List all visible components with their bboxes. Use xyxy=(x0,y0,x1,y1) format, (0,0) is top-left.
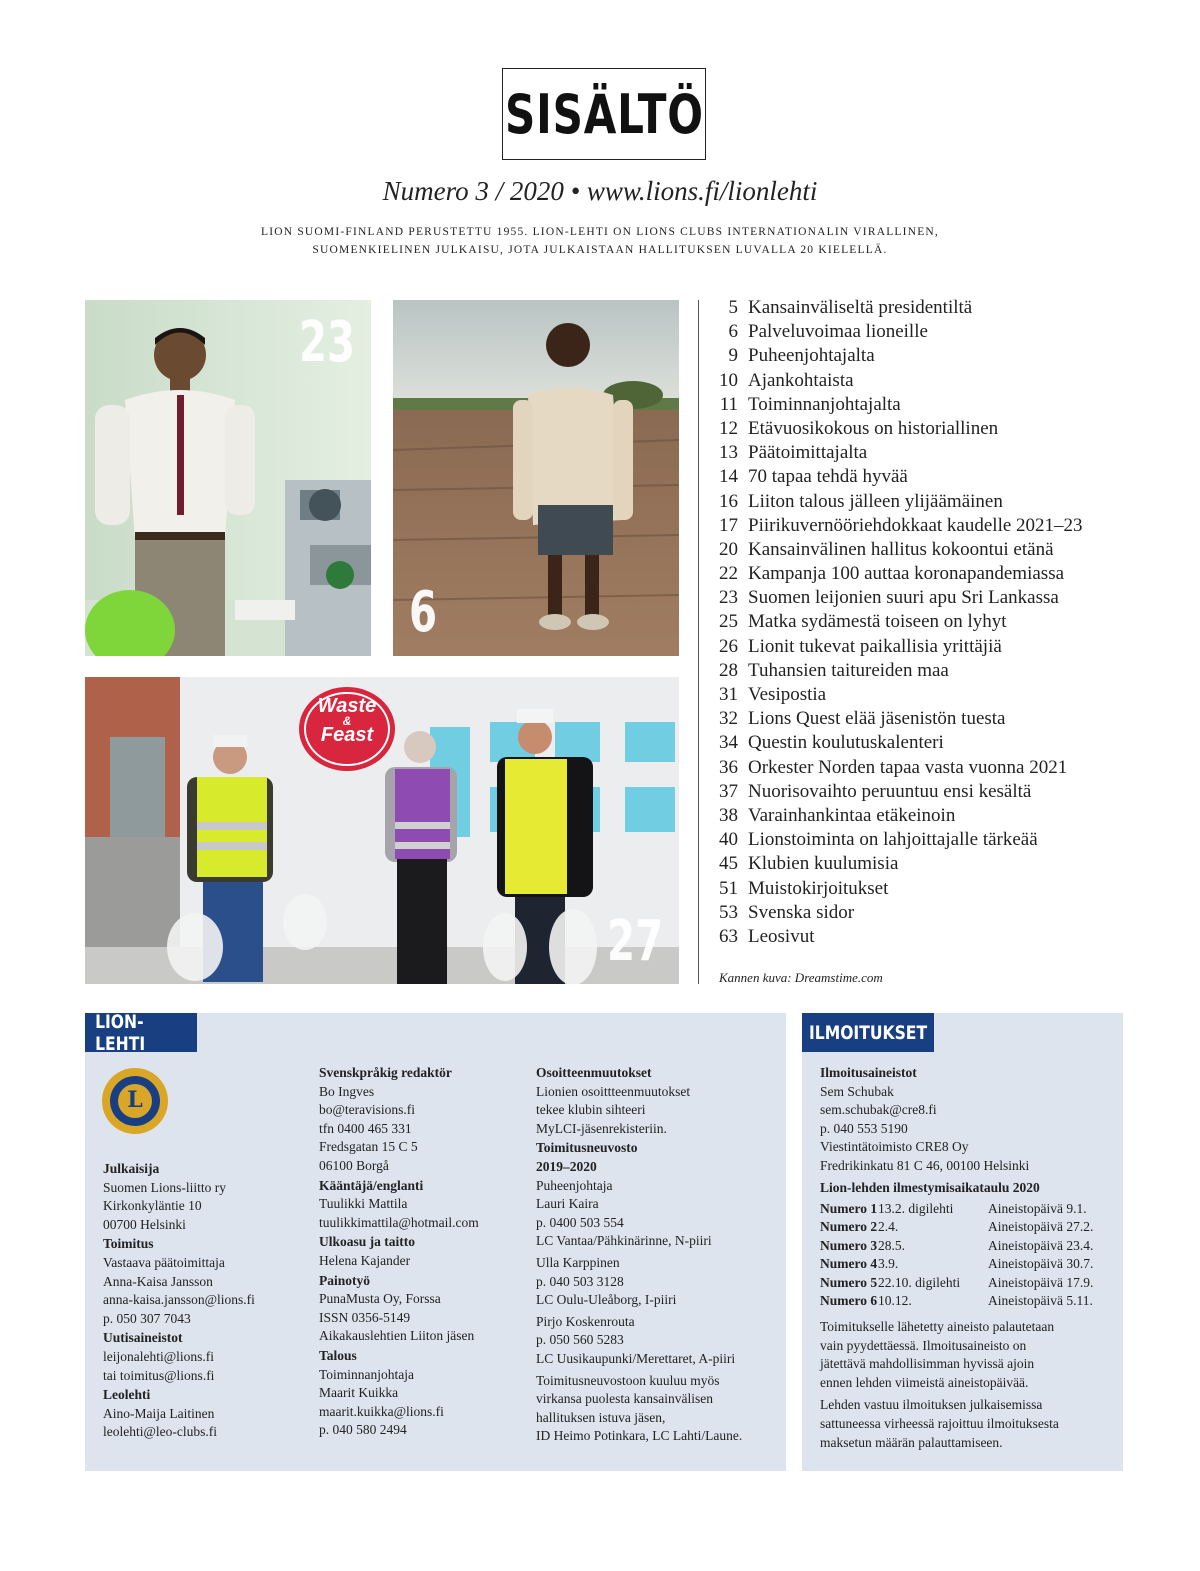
toc-entry xyxy=(708,345,1083,369)
toc-entry xyxy=(708,611,1083,635)
schedule-row xyxy=(820,1292,1093,1310)
credits-heading: Uutisaineistot xyxy=(103,1330,183,1346)
credits-line: Maarit Kuikka xyxy=(319,1385,399,1401)
credits-heading: Julkaisija xyxy=(103,1161,160,1176)
toc-page-number: 11 xyxy=(719,393,738,415)
schedule-issue: Numero 4 xyxy=(820,1256,878,1272)
toc-title: Etävuosikokous on historiallinen xyxy=(748,417,999,439)
credits-line: Suomen Lions-liitto ry xyxy=(103,1179,226,1195)
toc-page-number: 37 xyxy=(719,780,738,802)
credits-block xyxy=(536,1254,742,1310)
toc-entry xyxy=(708,539,1083,563)
schedule-date: 13.2. digilehti xyxy=(878,1201,954,1216)
schedule-issue: Numero 5 xyxy=(820,1274,878,1290)
toc-page-number: 12 xyxy=(719,417,738,439)
credits-line: Aikakauslehtien Liiton jäsen xyxy=(319,1328,475,1344)
toc-entry xyxy=(708,587,1083,611)
lion-panel-column-2 xyxy=(319,1064,479,1441)
credits-line: Pirjo Koskenrouta xyxy=(536,1313,635,1329)
schedule-date: 28.5. xyxy=(878,1237,905,1253)
lions-logo-bottom-text: INTERNATIONAL xyxy=(117,1125,153,1130)
toc-page-number: 32 xyxy=(719,708,738,730)
credits-heading: Toimitus xyxy=(103,1236,154,1252)
toc-title: Kansainväliseltä presidentiltä xyxy=(748,297,973,318)
lion-lehti-tab-label: LION-LEHTI xyxy=(95,1010,146,1055)
credits-block xyxy=(536,1064,742,1138)
schedule-deadline: Aineistopäivä 27.2. xyxy=(988,1219,1094,1235)
ads-note-line: vain pyydettäessä. Ilmoitusaineisto on xyxy=(820,1337,1027,1353)
toc-page-number: 14 xyxy=(719,466,738,488)
toc-entry xyxy=(708,732,1083,756)
toc-page-number: 5 xyxy=(728,297,738,318)
toc-title: Questin koulutuskalenteri xyxy=(748,732,944,754)
ilmoitukset-tab xyxy=(802,1013,934,1052)
toc-title: Leosivut xyxy=(748,925,815,947)
credits-block xyxy=(103,1329,255,1385)
toc-entry xyxy=(708,853,1083,877)
credits-line: Vastaava päätoimittaja xyxy=(103,1254,225,1270)
sign-word-waste: Waste xyxy=(317,695,377,717)
credits-block xyxy=(103,1386,255,1442)
credits-block xyxy=(319,1347,479,1440)
toc-title: Liiton talous jälleen ylijäämäinen xyxy=(748,490,1003,512)
photo-page-number: 23 xyxy=(299,310,356,375)
page-title-box xyxy=(502,68,706,160)
ilmoitukset-tab-label: ILMOITUKSET xyxy=(808,1021,928,1044)
credits-block xyxy=(536,1139,742,1251)
ads-note-line: ennen lehden viimeistä aineistopäivää. xyxy=(820,1374,1029,1390)
waste-feast-sign xyxy=(307,697,387,745)
schedule-issue: Numero 3 xyxy=(820,1237,878,1253)
toc-title: Matka sydämestä toiseen on lyhyt xyxy=(748,611,1007,633)
toc-title: Vesipostia xyxy=(748,684,827,705)
ads-contact-line: p. 040 553 5190 xyxy=(820,1120,908,1136)
toc-entry xyxy=(708,394,1083,418)
intro-text xyxy=(0,223,1200,259)
schedule-issue: Numero 1 xyxy=(820,1201,878,1216)
credits-line: Kirkonkyläntie 10 xyxy=(103,1198,202,1214)
schedule-date: 10.12. xyxy=(878,1293,912,1309)
toc-entry xyxy=(708,418,1083,442)
toc-page-number: 16 xyxy=(719,490,738,512)
toc-title: Svenska sidor xyxy=(748,901,855,923)
page-title: SISÄLTÖ xyxy=(504,82,704,146)
credits-line: virkansa puolesta kansainvälisen xyxy=(536,1391,713,1407)
credits-line: Helena Kajander xyxy=(319,1252,411,1268)
toc-title: Puheenjohtajalta xyxy=(748,345,875,367)
toc-entry xyxy=(708,926,1083,950)
toc-entry xyxy=(708,684,1083,708)
credits-line: Aino-Maija Laitinen xyxy=(103,1405,215,1421)
toc-page-number: 34 xyxy=(719,732,738,754)
credits-line: Toimitusneuvostoon kuuluu myös xyxy=(536,1372,720,1388)
credits-line: p. 040 580 2494 xyxy=(319,1422,407,1438)
toc-page-number: 13 xyxy=(719,442,738,464)
toc-page-number: 23 xyxy=(719,587,738,609)
schedule-date: 3.9. xyxy=(878,1256,899,1272)
toc-page-number: 17 xyxy=(719,514,738,536)
credits-line: bo@teravisions.fi xyxy=(319,1102,416,1118)
toc-title: Muistokirjoitukset xyxy=(748,877,889,899)
toc-title: Päätoimittajalta xyxy=(748,442,868,464)
table-of-contents xyxy=(708,297,1083,950)
credits-line: maarit.kuikka@lions.fi xyxy=(319,1403,444,1419)
schedule-deadline: Aineistopäivä 5.11. xyxy=(988,1293,1093,1309)
toc-entry xyxy=(708,491,1083,515)
lions-logo xyxy=(101,1067,169,1135)
credits-line: Ulla Karppinen xyxy=(536,1254,620,1270)
toc-entry xyxy=(708,805,1083,829)
schedule-deadline: Aineistopäivä 9.1. xyxy=(988,1201,1087,1216)
toc-entry xyxy=(708,466,1083,490)
schedule-row xyxy=(820,1237,1093,1255)
toc-page-number: 40 xyxy=(719,829,738,851)
credits-heading: Ulkoasu ja taitto xyxy=(319,1234,416,1250)
schedule-issue: Numero 6 xyxy=(820,1293,878,1309)
toc-entry xyxy=(708,563,1083,587)
ads-note-line: sattuneessa virheessä rajoittuu ilmoituksesta xyxy=(820,1415,1059,1431)
schedule-deadline: Aineistopäivä 30.7. xyxy=(988,1256,1094,1272)
toc-title: Orkester Norden tapaa vasta vuonna 2021 xyxy=(748,756,1068,778)
toc-page-number: 10 xyxy=(719,369,738,391)
toc-title: Lionit tukevat paikallisia yrittäjiä xyxy=(748,635,1002,657)
credits-line: Toiminnanjohtaja xyxy=(319,1366,415,1382)
credits-line: tai toimitus@lions.fi xyxy=(103,1367,215,1383)
toc-title: Ajankohtaista xyxy=(748,369,854,391)
toc-page-number: 9 xyxy=(728,345,738,367)
credits-block xyxy=(103,1235,255,1328)
schedule-date: 2.4. xyxy=(878,1219,899,1235)
sign-ampersand: & xyxy=(342,714,352,728)
credits-line: p. 050 560 5283 xyxy=(536,1332,624,1348)
credits-line: tekee klubin sihteeri xyxy=(536,1102,646,1118)
schedule-issue: Numero 2 xyxy=(820,1219,878,1235)
toc-title: Toiminnanjohtajalta xyxy=(748,393,901,415)
toc-title: Kansainvälinen hallitus kokoontui etänä xyxy=(748,538,1054,560)
toc-page-number: 31 xyxy=(719,684,738,705)
ads-note-line: jätettävä mahdollisimman hyvissä ajoin xyxy=(820,1356,1035,1372)
toc-page-number: 51 xyxy=(719,877,738,899)
schedule-deadline: Aineistopäivä 23.4. xyxy=(988,1237,1094,1253)
photo-child-field xyxy=(393,300,679,656)
credits-line: Lionien osoittteenmuutokset xyxy=(536,1083,691,1099)
toc-page-number: 63 xyxy=(719,925,738,947)
schedule-row xyxy=(820,1255,1093,1273)
credits-line: ID Heimo Potinkara, LC Lahti/Laune. xyxy=(536,1428,743,1444)
credits-line: LC Oulu-Uleåborg, I-piiri xyxy=(536,1292,677,1308)
lions-logo-top-text: LIONS xyxy=(124,1069,146,1076)
toc-entry xyxy=(708,370,1083,394)
credits-line: Tuulikki Mattila xyxy=(319,1196,408,1212)
ads-contact-line: Viestintätoimisto CRE8 Oy xyxy=(820,1139,969,1155)
toc-title: Lionstoiminta on lahjoittajalle tärkeää xyxy=(748,829,1038,851)
credits-line: Anna-Kaisa Jansson xyxy=(103,1273,213,1289)
credits-line: tuulikkimattila@hotmail.com xyxy=(319,1214,479,1230)
toc-entry xyxy=(708,515,1083,539)
credits-line: Bo Ingves xyxy=(319,1083,375,1099)
credits-heading: Leolehti xyxy=(103,1387,151,1403)
sign-word-feast: Feast xyxy=(320,724,374,746)
toc-page-number: 28 xyxy=(719,659,738,681)
schedule-row xyxy=(820,1274,1093,1292)
toc-title: Varainhankintaa etäkeinoin xyxy=(748,804,956,826)
credits-line: leolehti@leo-clubs.fi xyxy=(103,1424,218,1440)
schedule-row xyxy=(820,1200,1093,1218)
toc-entry xyxy=(708,829,1083,853)
toc-page-number: 20 xyxy=(719,538,738,560)
credits-heading: Painotyö xyxy=(319,1272,371,1288)
toc-page-number: 36 xyxy=(719,756,738,778)
credits-line: p. 0400 503 554 xyxy=(536,1214,624,1230)
schedule-date: 22.10. digilehti xyxy=(878,1274,961,1290)
toc-page-number: 6 xyxy=(728,321,738,343)
lion-lehti-tab xyxy=(85,1010,197,1055)
schedule-row xyxy=(820,1218,1093,1236)
lions-logo-letter: L xyxy=(127,1087,143,1113)
credits-line: Puheenjohtaja xyxy=(536,1177,613,1193)
credits-line: tfn 0400 465 331 xyxy=(319,1120,412,1136)
toc-entry xyxy=(708,781,1083,805)
toc-title: Piirikuvernööriehdokkaat kaudelle 2021–23 xyxy=(748,514,1083,536)
toc-title: 70 tapaa tehdä hyvää xyxy=(748,466,908,488)
ads-contact-heading: Ilmoitusaineistot xyxy=(820,1065,917,1080)
toc-page-number: 22 xyxy=(719,563,738,585)
toc-page-number: 25 xyxy=(719,611,738,633)
issue-line: Numero 3 / 2020 • www.lions.fi/lionlehti xyxy=(382,176,818,206)
photo-waste-feast-volunteers xyxy=(85,677,679,984)
intro-line-2: SUOMENKIELINEN JULKAISU, JOTA JULKAISTAAN HALLITUKSEN LUVALLA 20 KIELELLÄ. xyxy=(312,244,888,256)
photo-page-number: 6 xyxy=(409,580,438,645)
ads-note-line: maksetun määrän palauttamiseen. xyxy=(820,1434,1003,1450)
lion-panel-column-1 xyxy=(103,1160,255,1443)
credits-heading: Toimitusneuvosto xyxy=(536,1140,638,1156)
toc-entry xyxy=(708,321,1083,345)
credits-block xyxy=(319,1233,479,1270)
credits-line: Lauri Kaira xyxy=(536,1196,599,1212)
credits-line: Fredsgatan 15 C 5 xyxy=(319,1139,418,1155)
toc-entry xyxy=(708,708,1083,732)
ads-contact-line: Sem Schubak xyxy=(820,1083,894,1099)
toc-title: Lions Quest elää jäsenistön tuesta xyxy=(748,708,1006,730)
toc-page-number: 45 xyxy=(719,853,738,875)
credits-block xyxy=(536,1372,742,1446)
credits-line: p. 050 307 7043 xyxy=(103,1310,191,1326)
credits-line: leijonalehti@lions.fi xyxy=(103,1348,215,1364)
ads-note-line: Lehden vastuu ilmoituksen julkaisemissa xyxy=(820,1397,1043,1413)
ads-contact xyxy=(820,1064,1040,1197)
toc-title: Nuorisovaihto peruuntuu ensi kesältä xyxy=(748,780,1032,802)
credits-line: PunaMusta Oy, Forssa xyxy=(319,1291,441,1307)
credits-heading: Kääntäjä/englanti xyxy=(319,1177,424,1193)
credits-line: p. 040 503 3128 xyxy=(536,1273,624,1289)
toc-page-number: 26 xyxy=(719,635,738,657)
ads-contact-line: sem.schubak@cre8.fi xyxy=(820,1102,937,1118)
toc-entry xyxy=(708,757,1083,781)
schedule-deadline: Aineistopäivä 17.9. xyxy=(988,1274,1094,1290)
toc-page-number: 53 xyxy=(719,901,738,923)
schedule-heading: Lion-lehden ilmestymisaikataulu 2020 xyxy=(820,1179,1040,1195)
credits-line: 00700 Helsinki xyxy=(103,1216,186,1232)
ads-notes xyxy=(820,1318,1059,1452)
credits-block xyxy=(319,1064,479,1176)
credits-line: 06100 Borgå xyxy=(319,1157,389,1173)
credits-line: LC Uusikaupunki/Merettaret, A-piiri xyxy=(536,1350,736,1366)
toc-page-number: 38 xyxy=(719,804,738,826)
credits-block xyxy=(103,1160,255,1234)
credits-line: LC Vantaa/Pähkinärinne, N-piiri xyxy=(536,1233,712,1249)
credits-block xyxy=(319,1272,479,1346)
credits-line: hallituksen istuva jäsen, xyxy=(536,1409,666,1425)
lion-panel-column-3 xyxy=(536,1064,742,1447)
toc-title: Tuhansien taitureiden maa xyxy=(748,659,949,681)
credits-heading: Talous xyxy=(319,1347,357,1363)
ads-note-line: Toimitukselle lähetetty aineisto palautetaan xyxy=(820,1319,1055,1334)
credits-block xyxy=(536,1313,742,1369)
credits-line: ISSN 0356-5149 xyxy=(319,1309,411,1325)
intro-line-1: LION SUOMI-FINLAND PERUSTETTU 1955. LION-LEHTI ON LIONS CLUBS INTERNATIONALIN VIRALLINEN, xyxy=(260,226,939,238)
photo-sri-lanka-doctor xyxy=(85,300,371,656)
toc-entry xyxy=(708,636,1083,660)
credits-line: MyLCI-jäsenrekisteriin. xyxy=(536,1120,667,1136)
publication-schedule xyxy=(820,1200,1093,1310)
cover-credit: Kannen kuva: Dreamstime.com xyxy=(719,970,883,985)
toc-title: Kampanja 100 auttaa koronapandemiassa xyxy=(748,563,1065,585)
toc-entry xyxy=(708,902,1083,926)
credits-line: anna-kaisa.jansson@lions.fi xyxy=(103,1292,255,1308)
toc-title: Palveluvoimaa lioneille xyxy=(748,321,928,343)
credits-subheading: 2019–2020 xyxy=(536,1158,597,1174)
toc-title: Klubien kuulumisia xyxy=(748,853,899,875)
ads-contact-line: Fredrikinkatu 81 C 46, 00100 Helsinki xyxy=(820,1157,1030,1173)
toc-divider xyxy=(698,300,699,984)
credits-heading: Svenskpråkig redaktör xyxy=(319,1065,452,1080)
credits-block xyxy=(319,1177,479,1233)
photo-page-number: 27 xyxy=(607,909,664,974)
toc-entry xyxy=(708,442,1083,466)
credits-heading: Osoitteenmuutokset xyxy=(536,1065,652,1080)
toc-entry xyxy=(708,660,1083,684)
toc-title: Suomen leijonien suuri apu Sri Lankassa xyxy=(748,587,1059,609)
toc-entry xyxy=(708,878,1083,902)
toc-entry xyxy=(708,297,1083,321)
